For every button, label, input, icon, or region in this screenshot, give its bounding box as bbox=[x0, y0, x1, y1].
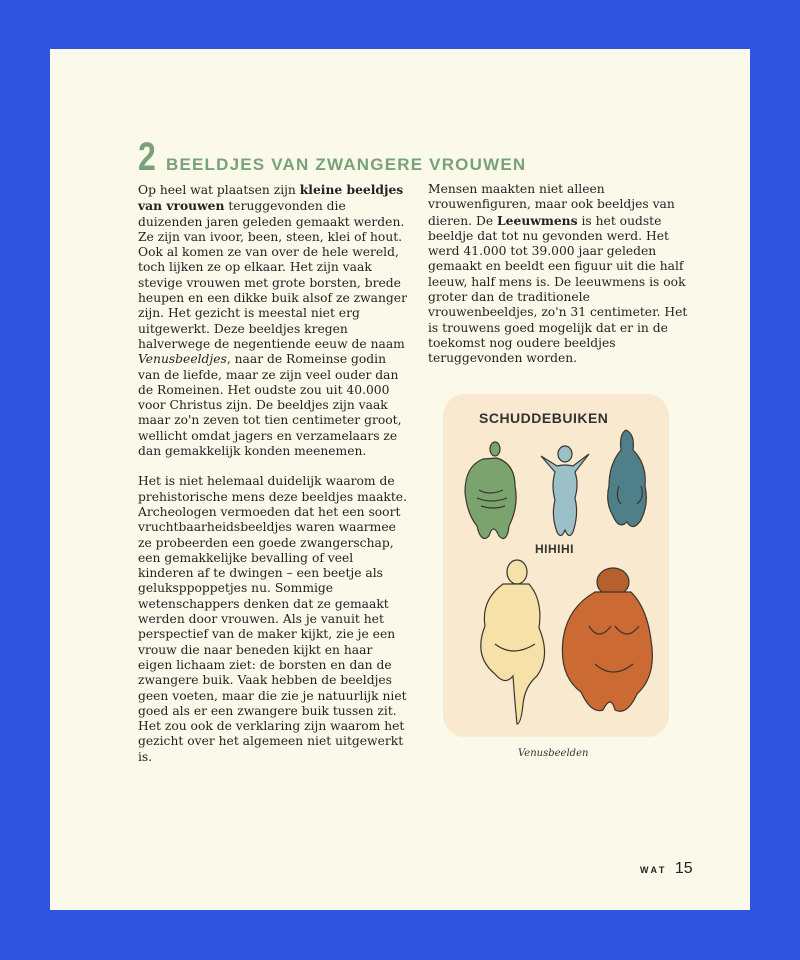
illustration-caption: Venusbeelden bbox=[518, 748, 589, 759]
footer-word: WAT bbox=[640, 865, 667, 875]
label-schuddebuiken: SCHUDDEBUIKEN bbox=[479, 410, 609, 426]
paragraph bbox=[138, 182, 408, 459]
text-run: Op heel wat plaatsen zijn bbox=[138, 183, 300, 197]
page-number: 15 bbox=[674, 860, 693, 877]
text-run: , naar de Romeinse godin van de liefde, maar ze zijn veel ouder dan de Romeinen. Het oudste zou uit 40.000 voor Christus zijn. De beeldjes zijn vaak maar zo'n zeven tot tien centimeter groot, wellicht omdat jagers en verzamelaars ze dan gemakkelijk konden meenemen. bbox=[138, 352, 402, 459]
figurine-yellow bbox=[481, 560, 545, 724]
text-column-left bbox=[138, 182, 408, 780]
bold-term: kleine beeldjes van vrouwen bbox=[138, 182, 404, 214]
label-hihihi: HIHIHI bbox=[535, 542, 574, 556]
text-run: is het oudste beeldje dat tot nu gevonden werd. Het werd 41.000 tot 39.000 jaar geleden gemaakt en beeldt een figuur uit die half leeuw, half mens is. De leeuwmens is ook groter dan de traditionele vrouwenbeeldjes, zo'n 31 centimeter. Het is trouwens goed mogelijk dat er in de toekomst nog oudere beeldjes teruggevonden worden. bbox=[428, 213, 688, 366]
section-number: 2 bbox=[138, 135, 156, 179]
figurine-blue bbox=[541, 446, 589, 536]
section-heading bbox=[138, 137, 526, 177]
paragraph bbox=[428, 182, 698, 367]
figurine-orange bbox=[562, 568, 652, 711]
italic-term: Venusbeeldjes bbox=[138, 352, 227, 367]
figurine-green bbox=[465, 442, 516, 538]
figurines-drawing bbox=[443, 394, 669, 737]
section-title: BEELDJES VAN ZWANGERE VROUWEN bbox=[166, 155, 527, 174]
venus-illustration bbox=[443, 394, 669, 737]
book-page bbox=[50, 49, 750, 910]
bold-term: Leeuwmens bbox=[497, 212, 578, 228]
figurine-teal bbox=[608, 430, 647, 527]
text-column-right bbox=[428, 182, 698, 382]
text-run: teruggevonden die duizenden jaren geleden gemaakt werden. Ze zijn van ivoor, been, steen, klei of hout. Ook al komen ze van over de hele wereld, toch lijken ze op elkaar. Het zijn vaak stevige vrouwen met grote borsten, brede heupen en een dikke buik alsof ze zwanger zijn. Het gezicht is meestal niet erg uitgewerkt. Deze beeldjes kregen halverwege de negentiende eeuw de naam bbox=[138, 199, 407, 351]
page-footer bbox=[640, 860, 693, 878]
text-run: Mensen maakten niet alleen vrouwenfiguren, maar ook beeldjes van dieren. De bbox=[428, 182, 675, 228]
paragraph: Het is niet helemaal duidelijk waarom de prehistorische mens deze beeldjes maakte. Archeologen vermoeden dat het een soort vruchtbaarheidsbeeldjes waren waarmee ze probeerden een goede zwangerschap, een gemakkelijke bevalling of veel kinderen af te dwingen – een beetje als geluksppoppetjes nu. Sommige wetenschappers denken dat ze gemaakt werden door vrouwen. Als je vanuit het perspectief van de maker kijkt, zie je een vrouw die naar beneden kijkt en haar eigen lichaam ziet: de borsten en dan de zwangere buik. Vaak hebben de beeldjes geen voeten, maar die zie je natuurlijk niet goed als er een zwangere buik tussen zit. Het zou ook de verklaring zijn waarom het gezicht over het algemeen niet uitgewerkt is. bbox=[138, 474, 407, 764]
